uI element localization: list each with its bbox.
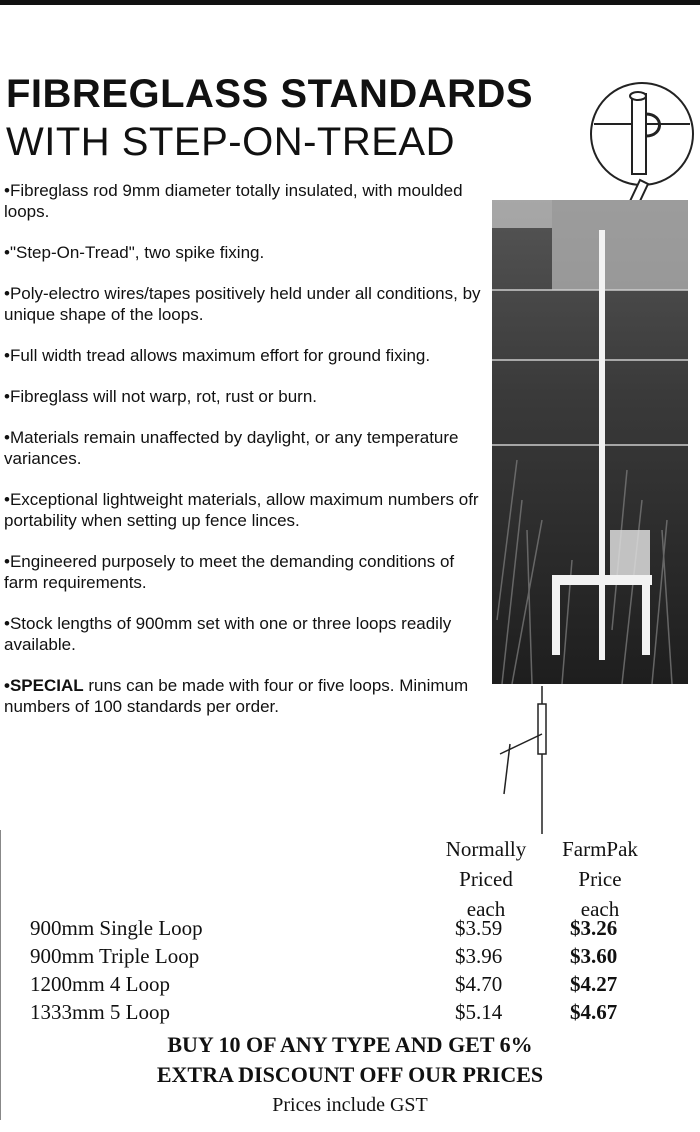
feature-item [4,489,482,531]
normal-price: $3.59 [455,916,503,940]
feature-item [4,613,482,655]
feature-text: •Engineered purposely to meet the demanding conditions of farm requirements. [4,552,455,592]
feature-text: •"Step-On-Tread", two spike fixing. [4,243,265,262]
table-row [30,916,690,944]
gst-note: Prices include GST [272,1094,428,1116]
product-name: 1200mm 4 Loop [30,972,170,996]
product-name: 1333mm 5 Loop [30,1000,170,1024]
normal-price: $3.96 [455,944,503,968]
feature-item [4,180,482,222]
table-row [30,1000,690,1028]
feature-item [4,386,482,407]
heading-line-2: WITH STEP-ON-TREAD [6,120,455,164]
normal-price-header [430,834,542,924]
header-text: each [466,897,506,921]
farmpak-price: $3.26 [570,916,618,940]
product-name: 900mm Triple Loop [30,944,200,968]
loop-detail-icon [592,84,692,184]
feature-text: •Fibreglass rod 9mm diameter totally insulated, with moulded loops. [4,181,463,221]
feature-text: •Exceptional lightweight materials, allow maximum numbers ofr portability when setting up fence linces. [4,490,479,530]
feature-text: •Stock lengths of 900mm set with one or three loops readily available. [4,614,452,654]
promo-line-2: EXTRA DISCOUNT OFF OUR PRICES [156,1062,544,1087]
header-text: Normally [445,837,527,861]
feature-text: •Poly-electro wires/tapes positively held under all conditions, by unique shape of the loops. [4,284,481,324]
feature-item [4,427,482,469]
normal-price: $5.14 [455,1000,503,1024]
feature-text: •Materials remain unaffected by daylight, or any temperature variances. [4,428,459,468]
farmpak-price: $4.27 [570,972,618,996]
feature-text: •Full width tread allows maximum effort for ground fixing. [4,346,431,365]
normal-price: $4.70 [455,972,503,996]
header-text: Priced [459,867,513,891]
feature-item [4,675,482,717]
photo-image [492,200,688,684]
farmpak-price-header [548,834,652,924]
product-name: 900mm Single Loop [30,916,203,940]
header-text: FarmPak [562,837,638,861]
feature-item [4,283,482,325]
header-text: Price [578,867,622,891]
loop-detail-illustration [590,82,694,186]
table-row [30,972,690,1000]
farmpak-price: $4.67 [570,1000,618,1024]
feature-item [4,345,482,366]
top-border [0,0,700,5]
feature-text: •Fibreglass will not warp, rot, rust or burn. [4,387,318,406]
feature-bold: •SPECIAL [4,676,84,695]
feature-list [4,180,482,737]
feature-item [4,242,482,263]
header-text: each [580,897,620,921]
promo-line-1: BUY 10 OF ANY TYPE AND GET 6% [167,1032,533,1057]
product-photo [492,200,688,684]
farmpak-price: $3.60 [570,944,618,968]
feature-text: runs can be made with four or five loops. Minimum numbers of 100 standards per order. [4,676,469,716]
feature-item [4,551,482,593]
heading-line-1: FIBREGLASS STANDARDS [6,72,534,116]
table-row [30,944,690,972]
standard-drawing-icon [490,684,560,834]
